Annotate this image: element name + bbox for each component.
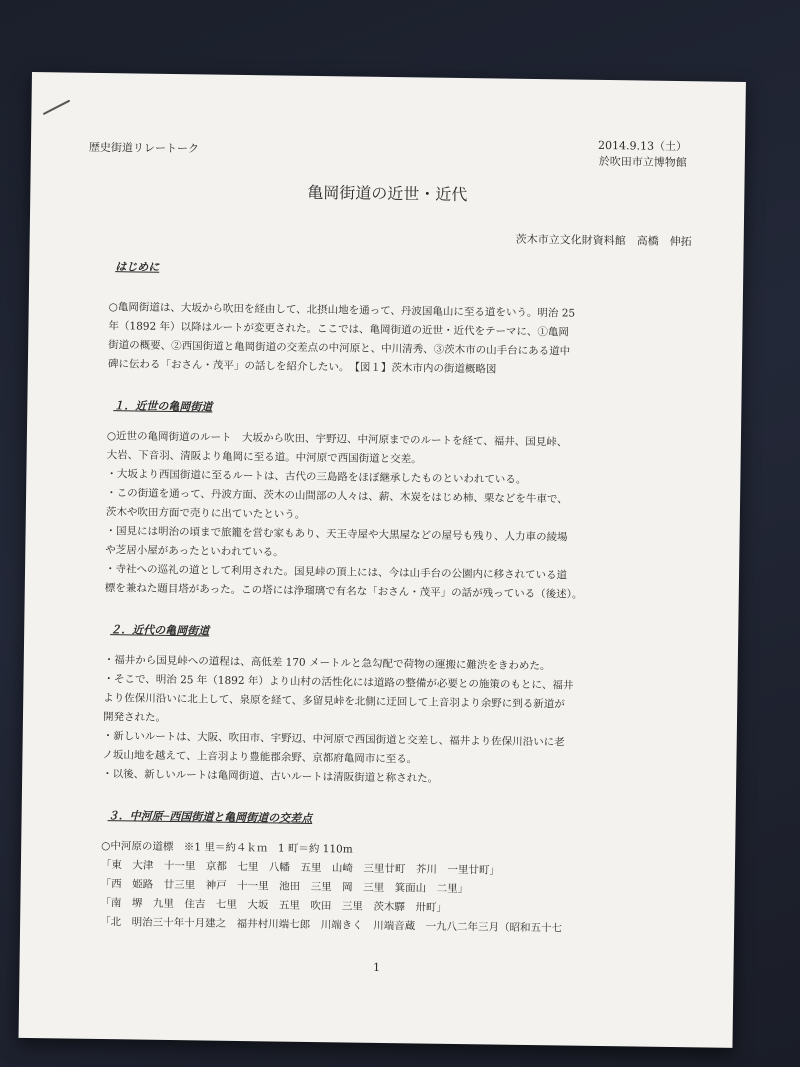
author-line: 茨木市立文化財資料館 高橋 伸拓 <box>515 232 692 249</box>
text-line: ・国見には明治の頃まで旅籠を営む家もあり、天王寺屋や大黒屋などの屋号も残り、人力車の綾場 <box>105 525 568 544</box>
text-line: 「東 大津 十一里 京都 七里 八幡 五里 山崎 三里廿町 芥川 一里廿町」 <box>100 859 500 877</box>
text-line: ・そこで、明治 25 年（1892 年）より山村の活性化には道路の整備が必要との施策のもとに、福井 <box>103 673 574 692</box>
text-line: より佐保川沿いに北上して、泉原を経て、多留見峠を北側に迂回して上音羽より余野に到る新道が <box>103 692 565 711</box>
section-2-paragraph <box>102 651 692 792</box>
pencil-mark <box>43 100 71 115</box>
section-1-paragraph <box>105 427 695 606</box>
series-title: 歴史街道リレートーク <box>88 140 200 156</box>
section-heading-1: １．近世の亀岡街道 <box>113 399 213 414</box>
event-venue: 於吹田市立博物館 <box>598 154 687 170</box>
text-line: 茨木や吹田方面で売りに出ていたという。 <box>105 506 306 521</box>
text-line: ・新しいルートは、大阪、吹田市、宇野辺、中河原で西国街道と交差し、福井より佐保川沿いに老 <box>102 730 565 749</box>
section-heading-intro: はじめに <box>115 260 160 274</box>
section-3-paragraph <box>100 837 689 940</box>
text-line: ○中河原の道標 ※1 里＝約４ｋｍ 1 町＝約 110m <box>101 840 353 856</box>
text-line: ・以後、新しいルートは亀岡街道、古いルートは清阪街道と称された。 <box>102 768 439 785</box>
text-line: ・大坂より西国街道に至るルートは、古代の三島路をほぼ継承したものといわれている。 <box>106 468 527 486</box>
page-number: 1 <box>372 960 381 974</box>
text-line: ・福井から国見峠への道程は、高低差 170 メートルと急勾配で荷物の運搬に難渋をきわめた。 <box>103 654 551 673</box>
intro-paragraph <box>108 298 697 382</box>
text-line: ○亀岡街道は、大坂から吹田を経由して、北摂山地を通って、丹波国亀山に至る道をいう。明治 25 <box>108 301 576 320</box>
text-line: 街道の概要、②西国街道と亀岡街道の交差点の中河原と、中川清秀、③茨木市の山手台にある道中 <box>108 339 571 358</box>
text-line: や芝居小屋があったといわれている。 <box>105 544 284 559</box>
text-line: 「西 姫路 廿三里 神戸 十一里 池田 三里 岡 三里 箕面山 二里」 <box>100 878 469 896</box>
text-line: ・寺社への巡礼の道として利用された。国見峠の頂上には、今は山手台の公園内に移されている道 <box>104 563 568 582</box>
event-date: 2014.9.13（土） <box>597 138 688 154</box>
document-page <box>19 72 746 1048</box>
section-heading-3: ３．中河原─西国街道と亀岡街道の交差点 <box>107 809 313 825</box>
text-line: 「北 明治三十年十月建之 福井村川端七郎 川端きく 川端音蔵 一九八二年三月（昭和五十七 <box>100 916 563 935</box>
date-venue-block <box>598 138 687 171</box>
text-line: 開発された。 <box>102 711 167 724</box>
text-line: ・この街道を通って、丹波方面、茨木の山間部の人々は、薪、木炭をはじめ柿、栗などを牛車で、 <box>106 487 568 506</box>
document-body <box>100 257 697 940</box>
text-line: 大岩、下音羽、清阪より亀岡に至る道。中河原で西国街道と交差。 <box>106 449 422 466</box>
text-line: 標を兼ねた題目塔があった。この塔には浄瑠璃で有名な「おさん・茂平」の話が残っている（後述）。 <box>104 582 583 601</box>
text-line: 碑に伝わる「おさん・茂平」の話しを紹介したい。 【図１】茨木市内の街道概略図 <box>107 358 497 376</box>
text-line: ○近世の亀岡街道のルート 大坂から吹田、宇野辺、中河原までのルートを経て、福井、国見峠、 <box>106 430 568 449</box>
text-line: ノ坂山地を越えて、上音羽より豊能郡余野、京都府亀岡市に至る。 <box>102 749 418 766</box>
text-line: 年（1892 年）以降はルートが変更された。ここでは、亀岡街道の近世・近代をテーマに、①亀岡 <box>108 320 570 339</box>
section-heading-2: ２．近代の亀岡街道 <box>110 623 210 638</box>
document-title: 亀岡街道の近世・近代 <box>307 182 468 205</box>
text-line: 「南 堺 九里 住吉 七里 大坂 五里 吹田 三里 茨木驛 卅町」 <box>100 897 447 914</box>
